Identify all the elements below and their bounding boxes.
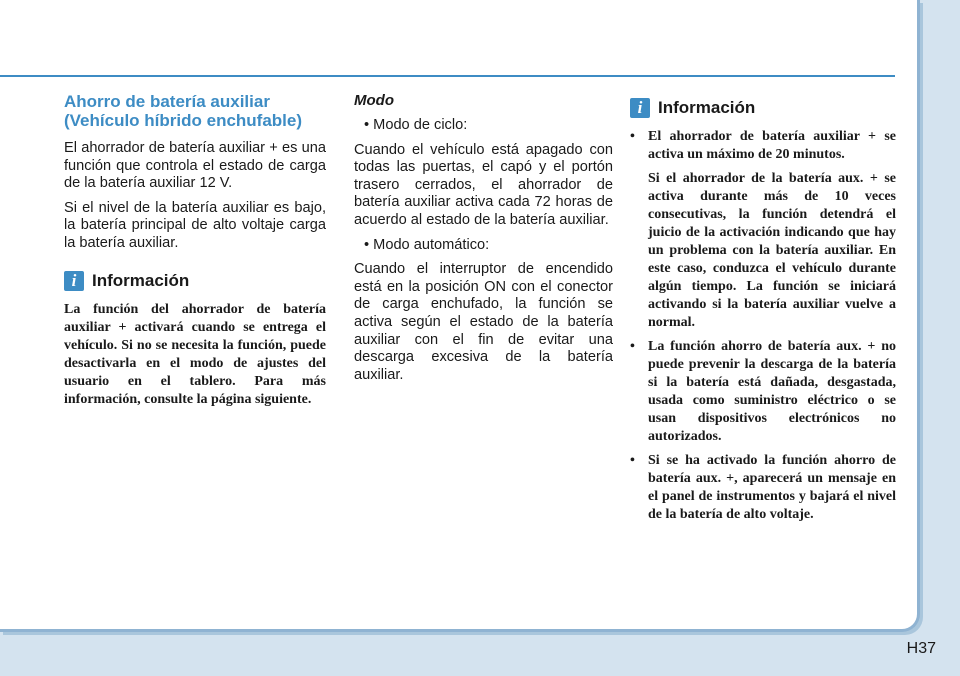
mode-bullet-1-text: Modo de ciclo: — [373, 117, 468, 133]
mode-subhead: Modo — [354, 92, 394, 109]
right-info-item-2: • La función ahorro de batería aux. + no puede prevenir la descarga de la batería si la batería está dañada, desgastada, usada como suministro eléctrico o se usan dispositivos electrónicos no autorizados. — [630, 339, 896, 444]
left-paragraph-2: Si el nivel de la batería auxiliar es bajo, la batería principal de alto voltaje carga la batería auxiliar. — [64, 199, 326, 251]
section-title-line2: (Vehículo híbrido enchufable) — [64, 111, 303, 130]
middle-paragraph-2: Cuando el interruptor de encendido está en la posición ON con el conector de carga enchufado, la función se activa según el estado de la batería auxiliar con el fin de evitar una descarga excesiva de la batería auxiliar. — [354, 261, 613, 383]
mode-bullet-2-text: Modo automático: — [373, 236, 490, 253]
right-info-header — [630, 98, 896, 118]
right-column — [630, 98, 896, 530]
left-info-text: La función del ahorrador de batería auxiliar + activará cuando se entrega el vehículo. Si no se necesita la función, puede desactivarla en el modo de ajustes del usuario en el tablero. Para más información, consulte la página siguiente. — [64, 301, 326, 407]
info-icon: i — [630, 98, 650, 118]
section-title — [64, 92, 326, 130]
info-icon: i — [64, 271, 84, 291]
mode-bullet-2: • Modo automático: — [364, 236, 490, 253]
right-info-item-3: • Si se ha activado la función ahorro de batería aux. +, aparecerá un mensaje en el panel de instrumentos y bajará el nivel de la batería de alto voltaje. — [630, 453, 896, 522]
left-paragraph-1: El ahorrador de batería auxiliar + es una función que controla el estado de carga de la batería auxiliar 12 V. — [64, 140, 326, 192]
section-title-line1: Ahorro de batería auxiliar — [64, 92, 270, 111]
left-info-title: Información — [92, 270, 190, 290]
left-column — [64, 92, 326, 409]
left-info-header — [64, 271, 326, 291]
right-info-item-1: • El ahorrador de batería auxiliar + se activa un máximo de 20 minutos. — [630, 129, 896, 162]
right-info-item-3-text: Si se ha activado la función ahorro de batería aux. +, aparecerá un mensaje en el panel de instrumentos y bajará el nivel de la batería de alto voltaje. — [648, 453, 896, 522]
right-info-item-1-cont: Si el ahorrador de la batería aux. + se activa durante más de 10 veces consecutivas, la función detendrá el juicio de la activación indicando que hay un problema con la batería auxiliar. En este caso, conduzca el vehículo durante algún tiempo. La función se iniciará activando si la batería auxiliar vuelve a normal. — [648, 171, 896, 330]
mode-bullet-1: • Modo de ciclo: — [364, 117, 468, 133]
middle-column — [354, 92, 613, 391]
right-info-title: Información — [658, 98, 756, 117]
right-info-item-1-text: El ahorrador de batería auxiliar + se activa un máximo de 20 minutos. — [648, 129, 896, 162]
right-info-item-2-text: La función ahorro de batería aux. + no puede prevenir la descarga de la batería si la batería está dañada, desgastada, usada como suministro eléctrico o se usan dispositivos electrónicos no autorizados. — [648, 339, 896, 444]
page-number: H37 — [906, 640, 936, 657]
header-rule — [0, 75, 895, 77]
middle-paragraph-1: Cuando el vehículo está apagado con todas las puertas, el capó y el portón trasero cerrados, el ahorrador de batería auxiliar activa cada 72 horas de acuerdo al estado de la batería auxiliar. — [354, 141, 613, 228]
